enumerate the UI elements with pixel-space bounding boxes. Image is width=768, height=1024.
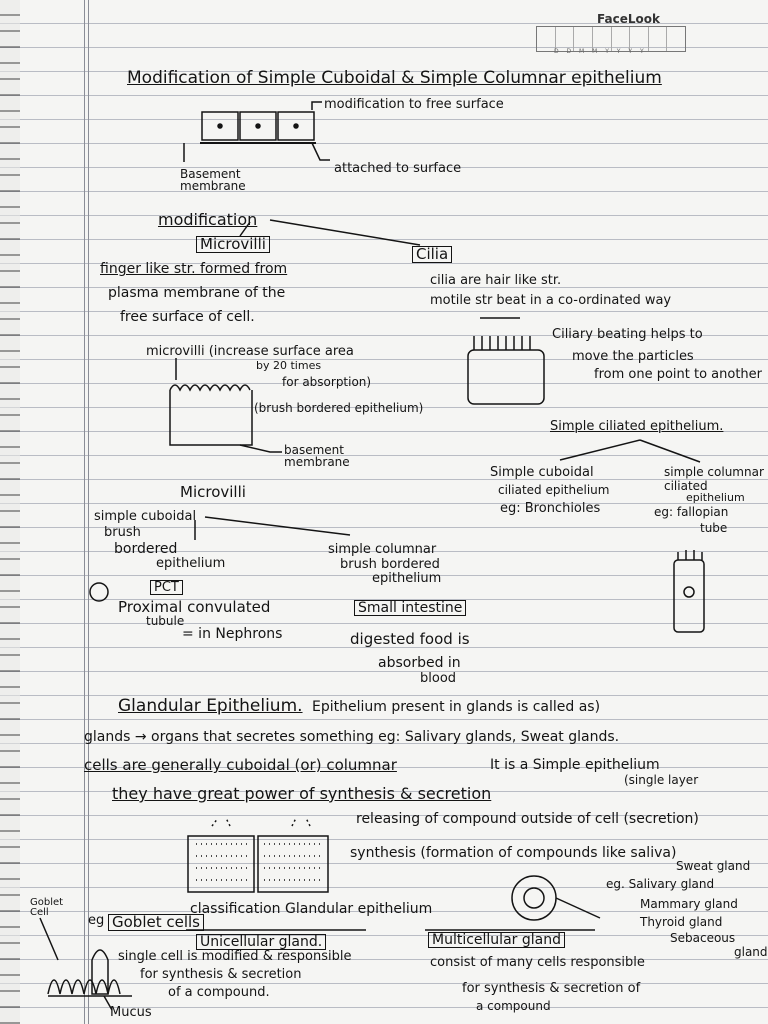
classification-label: classification Glandular epithelium [190, 901, 433, 917]
pct-line-2: tubule [146, 614, 185, 628]
digested-line-3: blood [420, 671, 457, 686]
ciliated-columnar-1: simple columnar [664, 465, 764, 479]
microvilli-heading: Microvilli [180, 483, 246, 501]
goblet-cells-sketch [40, 918, 132, 1010]
finger-line-1: finger like str. formed from [100, 261, 288, 277]
eg-label: eg [88, 913, 105, 928]
cilia-line-1: cilia are hair like str. [430, 273, 562, 288]
attached-label: attached to surface [334, 161, 462, 176]
mucus-label: Mucus [110, 1005, 152, 1020]
cilia-line-5: from one point to another [594, 367, 763, 382]
free-surface-label: modification to free surface [324, 97, 504, 112]
ciliated-cuboidal-eg: eg: Bronchioles [500, 501, 601, 516]
goblet-cells-box: Goblet cells [108, 914, 204, 931]
ciliated-columnar-eg: eg: fallopian [654, 505, 729, 519]
multicellular-gland-sketch [512, 876, 600, 920]
cilia-line-2: motile str beat in a co-ordinated way [430, 293, 672, 308]
cilia-line-4: move the particles [572, 349, 694, 364]
arrow-to-cilia [270, 220, 420, 245]
ciliated-cuboidal-2: ciliated epithelium [498, 483, 610, 497]
multicellular-line-3: a compound [476, 999, 551, 1013]
secretion-cells-sketch [188, 818, 328, 892]
ciliated-cell-sketch [468, 318, 544, 404]
mv-columnar-1: simple columnar [328, 542, 437, 557]
cuboidal-cells-sketch [184, 102, 330, 162]
columnar-cell-sketch [674, 550, 704, 632]
page-title: Modification of Simple Cuboidal & Simple Columnar epithelium [127, 68, 662, 88]
eg-salivary-label: eg. Salivary gland [606, 877, 715, 891]
ciliated-branch [560, 440, 700, 462]
releasing-label: releasing of compound outside of cell (secretion) [356, 811, 699, 827]
microvilli-absorption: for absorption) [282, 375, 372, 389]
glandular-line-3: they have great power of synthesis & secretion [112, 784, 492, 803]
mv-cuboidal-3: bordered [114, 541, 178, 557]
multicellular-line-1: consist of many cells responsible [430, 955, 645, 970]
sebaceous-label-2: gland [734, 945, 768, 959]
glandular-line-2c: (single layer [624, 773, 699, 787]
cilia-line-3: Ciliary beating helps to [552, 327, 703, 342]
brand-logo: FaceLook [597, 12, 660, 26]
microvilli-increase: microvilli (increase surface area [146, 344, 354, 359]
glandular-line-2: cells are generally cuboidal (or) columnar [84, 756, 397, 774]
mv-columnar-2: brush bordered [340, 557, 440, 572]
mammary-gland-label: Mammary gland [640, 897, 738, 911]
finger-line-3: free surface of cell. [120, 309, 255, 325]
small-intestine-box: Small intestine [354, 600, 466, 616]
finger-line-2: plasma membrane of the [108, 285, 286, 301]
pct-box: PCT [150, 580, 183, 595]
ciliated-cuboidal-1: Simple cuboidal [490, 465, 594, 480]
synthesis-label: synthesis (formation of compounds like saliva) [350, 845, 677, 861]
mv-cuboidal-2: brush [104, 525, 141, 540]
digested-line-2: absorbed in [378, 655, 461, 671]
microvilli-box: Microvilli [196, 236, 270, 253]
digested-line-1: digested food is [350, 630, 470, 648]
glandular-line-1: glands → organs that secretes something eg: Salivary glands, Sweat glands. [84, 729, 620, 745]
multicellular-line-2: for synthesis & secretion of [462, 981, 641, 996]
cilia-box: Cilia [412, 246, 452, 263]
mv-columnar-3: epithelium [372, 571, 442, 586]
thyroid-gland-label: Thyroid gland [640, 915, 723, 929]
glandular-line-2b: It is a Simple epithelium [490, 757, 660, 773]
goblet-cell-label: Goblet Cell [30, 897, 64, 918]
modification-label: modification [158, 210, 258, 229]
basement-membrane-label: basement membrane [284, 443, 350, 469]
sweat-gland-label: Sweat gland [676, 859, 751, 873]
date-hint: D D M M Y Y Y Y [554, 48, 647, 55]
microvilli-branch [195, 517, 350, 540]
pct-line-3: = in Nephrons [182, 626, 283, 642]
microvilli-times: by 20 times [256, 359, 322, 372]
unicellular-box: Unicellular gland. [196, 934, 326, 950]
mv-cuboidal-1: simple cuboidal [94, 509, 197, 524]
ciliated-columnar-3: epithelium [686, 491, 745, 504]
ciliated-title: Simple ciliated epithelium. [550, 419, 724, 434]
ciliated-columnar-2: ciliated [664, 479, 708, 493]
pct-line-1: Proximal convulated [118, 598, 271, 616]
unicellular-line-1: single cell is modified & responsible [118, 949, 352, 964]
unicellular-line-3: of a compound. [168, 985, 270, 1000]
glandular-title: Glandular Epithelium. [118, 696, 303, 716]
multicellular-box: Multicellular gland [428, 932, 565, 948]
unicellular-line-2: for synthesis & secretion [140, 967, 302, 982]
basement-label: Basement membrane [180, 167, 246, 193]
glandular-title-rest: Epithelium present in glands is called as) [312, 699, 601, 715]
mv-cuboidal-4: epithelium [156, 556, 226, 571]
sebaceous-label: Sebaceous [670, 931, 736, 945]
ciliated-columnar-eg2: tube [700, 521, 728, 535]
brush-label: (brush bordered epithelium) [254, 401, 424, 415]
